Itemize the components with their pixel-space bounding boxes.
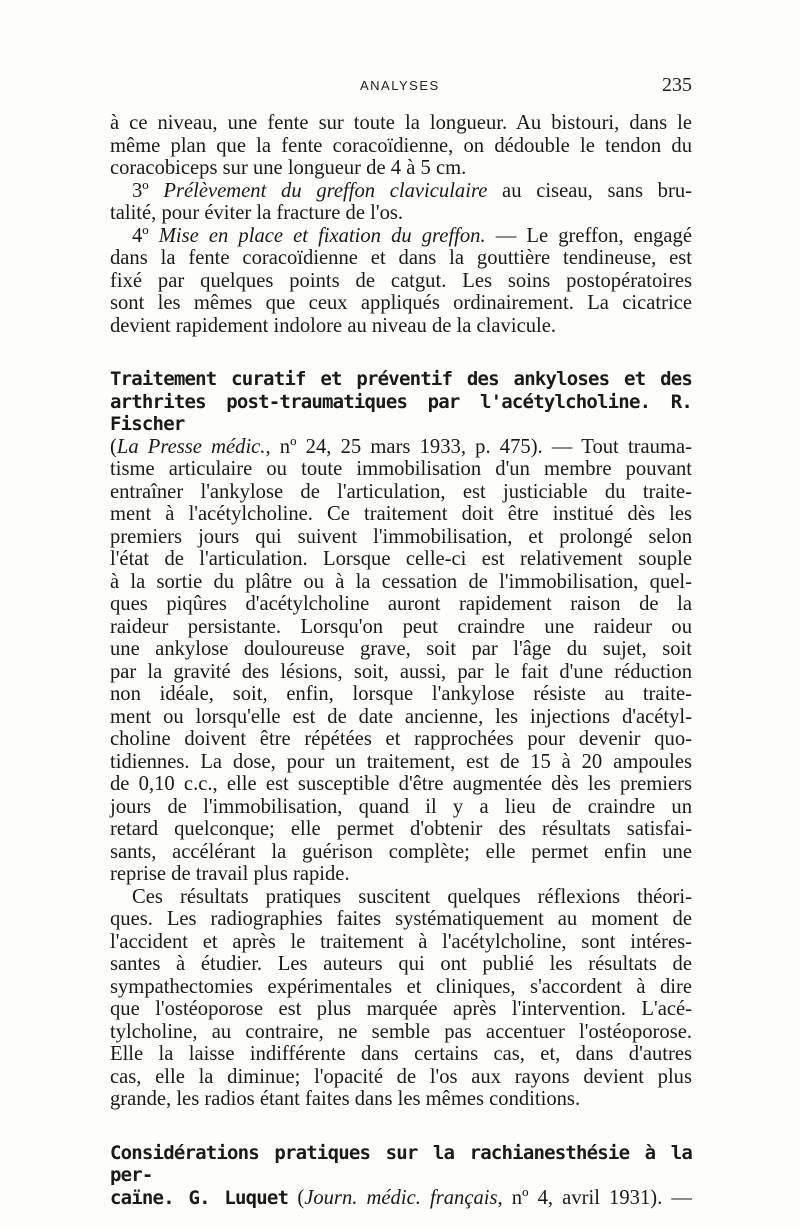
text-line: jours de l'immobilisation, quand il y a lieu de craindre un [110,795,692,818]
text-line: Elle la laisse indifférente dans certains cas, et, dans d'autres [110,1043,692,1065]
text-line: à la sortie du plâtre ou à la cessation de l'immobilisation, quel- [110,570,692,593]
item-title: Mise en place et fixation du greffon. [158,224,486,247]
page-number: 235 [662,74,692,96]
text-line: ques. Les radiographies faites systématiquement au moment de [110,908,692,930]
text-line: sont les mêmes que ceux appliqués ordinairement. La cicatrice [110,292,692,314]
text-line: premiers jours qui suivent l'immobilisation, et prolongé selon [110,525,692,548]
text-line: tisme articulaire ou toute immobilisation d'un membre pouvant [110,458,692,480]
text-line: tylcholine, au contraire, ne semble pas accentuer l'ostéoporose. [110,1020,692,1043]
text-line: l'état de l'articulation. Lorsque celle-ci est relativement souple [110,548,692,570]
text-line: dans la fente coracoïdienne et dans la gouttière tendineuse, est [110,247,692,269]
article-title: caïne. G. Luquet [110,1186,289,1209]
text-line: même plan que la fente coracoïdienne, on dédouble le tendon du [110,134,692,157]
text-line: santes à étudier. Les auteurs qui ont publié les résultats de [110,953,692,975]
text-line: devient rapidement indolore au niveau de la clavicule. [110,314,557,337]
text-line: sympathectomies expérimentales et cliniques, s'accordent à dire [110,975,692,998]
item-number: 3º [132,179,149,202]
text-line: entraîner l'ankylose de l'articulation, est justiciable du traite- [110,480,692,503]
article-luquet [110,1142,692,1210]
item-3 [110,180,692,225]
text-line: Ces résultats pratiques suscitent quelques réflexions théori- [132,885,692,908]
text-line: ment à l'acétylcholine. Ce traitement doit être institué dès les [110,503,692,525]
reference-text: , nº 4, avril 1931). — [497,1186,692,1209]
text-line: reprise de travail plus rapide. [110,863,350,885]
body-text [110,112,692,1209]
reference-text: , nº 24, 25 mars 1933, p. 475). — Tout trauma- [265,435,692,458]
text-line [110,1187,692,1210]
text-line: talité, pour éviter la fracture de l'os. [110,202,404,224]
text-line: l'accident et après le traitement à l'acétylcholine, sont intéres- [110,930,692,953]
item-4 [110,225,692,338]
journal-name: La Presse médic. [116,435,266,458]
text-line: que l'ostéoporose est plus marquée après l'intervention. L'acé- [110,998,692,1020]
text-line: tidiennes. La dose, pour un traitement, est de 15 à 20 ampoules [110,750,692,773]
item-title: Prélèvement du greffon claviculaire [163,179,488,202]
text-line [110,225,692,248]
text-line: de 0,10 c.c., elle est susceptible d'être augmentée dès les premiers [110,773,692,795]
item-text: au ciseau, sans bru- [487,179,692,202]
item-number: 4º [132,224,149,247]
text-line: ment ou lorsqu'elle est de date ancienne, les injections d'acétyl- [110,705,692,728]
journal-name: Journ. médic. français [304,1186,498,1209]
text-line: par la gravité des lésions, soit, aussi, par le fait d'une réduction [110,660,692,683]
running-head: ANALYSES [360,78,440,93]
text-line: retard quelconque; elle permet d'obtenir des résultats satisfai- [110,818,692,840]
text-line: une ankylose douloureuse grave, soit par l'âge du sujet, soit [110,638,692,660]
text-line: sants, accélérant la guérison complète; elle permet enfin une [110,840,692,863]
text-line: fixé par quelques points de catgut. Les soins postopératoires [110,269,692,292]
article-fischer [110,368,692,1111]
continuation-paragraph [110,112,692,180]
text-line [110,436,692,459]
text-line: raideur persistante. Lorsqu'on peut craindre une raideur ou [110,615,692,638]
article-title: arthrites post-traumatiques par l'acétylcholine. R. Fischer [110,390,692,435]
text-line: ques piqûres d'acétylcholine auront rapidement raison de la [110,593,692,615]
text-line: coracobiceps sur une longueur de 4 à 5 cm. [110,157,467,179]
text-line: cas, elle la diminue; l'opacité de l'os aux rayons devient plus [110,1065,692,1088]
article-title: Considérations pratiques sur la rachianesthésie à la per- [110,1141,692,1186]
reference-paren: ( [110,435,117,458]
page-header [110,76,692,100]
article-title: Traitement curatif et préventif des ankyloses et des [110,368,692,390]
item-text: — Le greffon, engagé [485,224,692,247]
reference-paren: ( [288,1186,305,1209]
text-line: choline doivent être répétées et rapprochées pour devenir quo- [110,728,692,750]
text-line: à ce niveau, une fente sur toute la longueur. Au bistouri, dans le [110,112,692,134]
text-line: grande, les radios étant faites dans les mêmes conditions. [110,1088,581,1110]
text-line: non idéale, soit, enfin, lorsque l'ankylose résiste au traite- [110,683,692,705]
text-line [110,180,692,203]
